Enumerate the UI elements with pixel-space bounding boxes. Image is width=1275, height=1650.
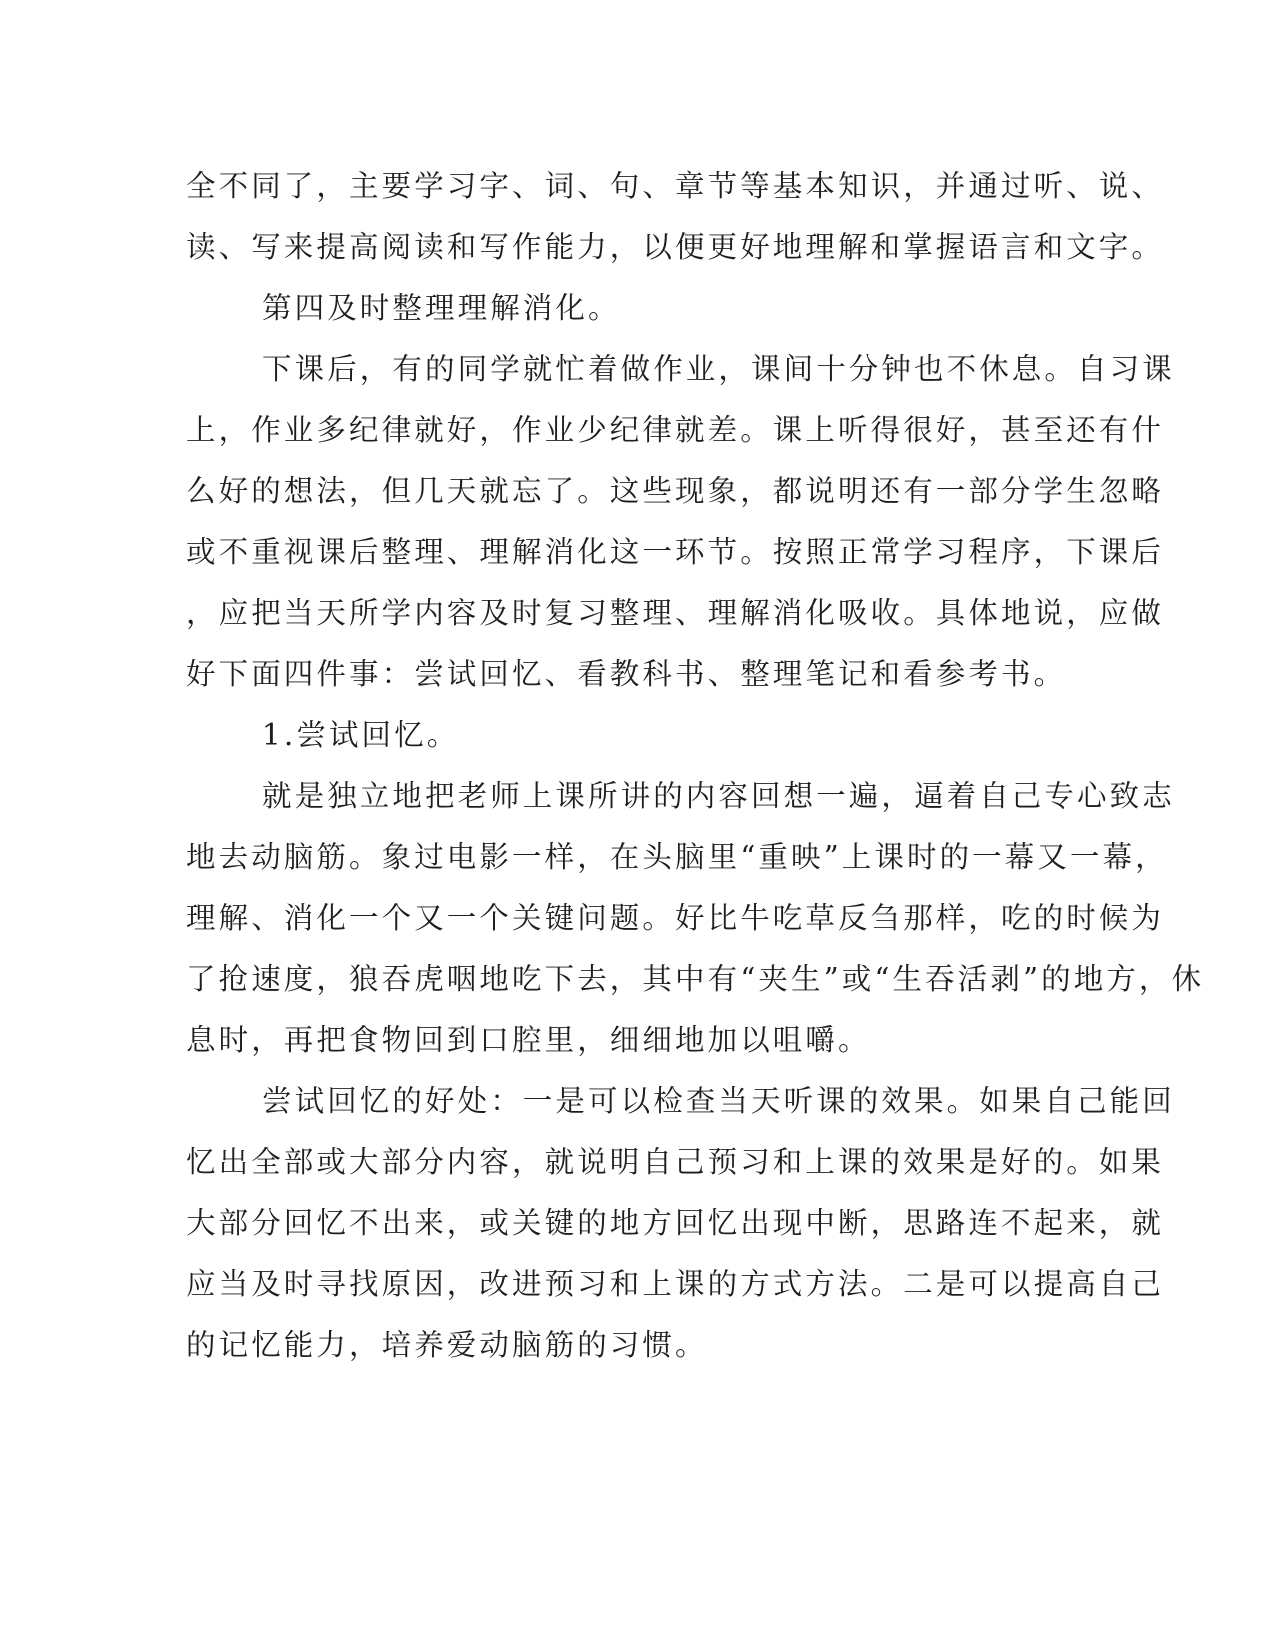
text-line: 应当及时寻找原因，改进预习和上课的方式方法。二是可以提高自己 — [186, 1267, 1165, 1301]
text-line: 地去动脑筋。象过电影一样，在头脑里“重映”上课时的一幕又一幕， — [186, 840, 1168, 874]
text-line: ，应把当天所学内容及时复习整理、理解消化吸收。具体地说，应做 — [186, 596, 1165, 630]
subsection-heading: 1.尝试回忆。 — [262, 718, 460, 752]
text-line: 上，作业多纪律就好，作业少纪律就差。课上听得很好，甚至还有什 — [186, 413, 1165, 447]
text-line: 好下面四件事：尝试回忆、看教科书、整理笔记和看参考书。 — [186, 657, 1067, 691]
text-line: 理解、消化一个又一个关键问题。好比牛吃草反刍那样，吃的时候为 — [186, 901, 1165, 935]
text-line: 就是独立地把老师上课所讲的内容回想一遍，逼着自己专心致志 — [262, 779, 1175, 813]
text-line: 尝试回忆的好处：一是可以检查当天听课的效果。如果自己能回 — [262, 1084, 1175, 1118]
text-line: 或不重视课后整理、理解消化这一环节。按照正常学习程序，下课后 — [186, 535, 1165, 569]
text-line: 了抢速度，狼吞虎咽地吃下去，其中有“夹生”或“生吞活剥”的地方，休 — [186, 962, 1205, 996]
text-line: 下课后，有的同学就忙着做作业，课间十分钟也不休息。自习课 — [262, 352, 1175, 386]
text-line: 的记忆能力，培养爱动脑筋的习惯。 — [186, 1328, 708, 1362]
text-line: 大部分回忆不出来，或关键的地方回忆出现中断，思路连不起来，就 — [186, 1206, 1165, 1240]
text-line: 息时，再把食物回到口腔里，细细地加以咀嚼。 — [186, 1023, 871, 1057]
document-body — [186, 156, 1205, 1376]
text-line: 全不同了，主要学习字、词、句、章节等基本知识，并通过听、说、 — [186, 169, 1165, 203]
text-line: 读、写来提高阅读和写作能力，以便更好地理解和掌握语言和文字。 — [186, 230, 1165, 264]
text-line: 么好的想法，但几天就忘了。这些现象，都说明还有一部分学生忽略 — [186, 474, 1165, 508]
text-line: 忆出全部或大部分内容，就说明自己预习和上课的效果是好的。如果 — [186, 1145, 1165, 1179]
section-heading: 第四及时整理理解消化。 — [262, 291, 621, 325]
